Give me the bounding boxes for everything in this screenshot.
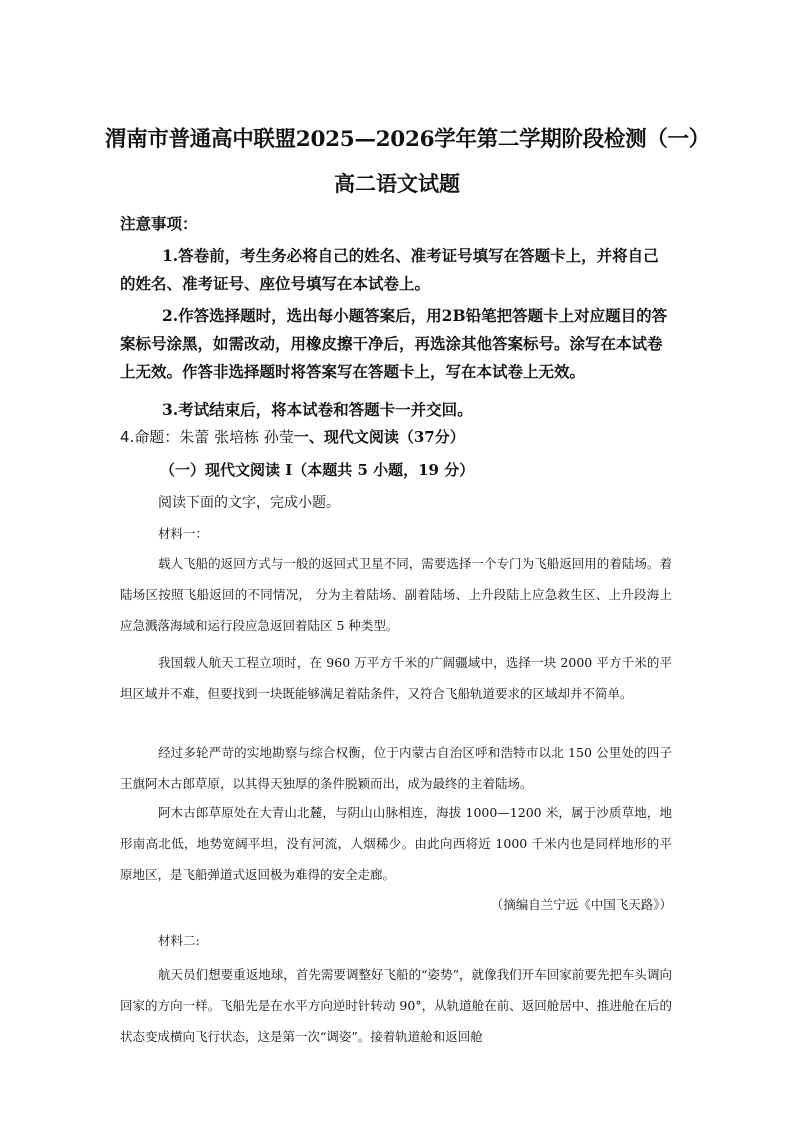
notice-item-2-text: 2.作答选择题时，选出每小题答案后，用2B铅笔把答题卡上对应题目的答案标号涂黑，如需改动，用橡皮擦干净后，再选涂其他答案标号。涂写在本试卷上无效。作答非选择题时将答案写在答题卡上，写在本试卷上无效。 <box>120 306 668 381</box>
authors-line <box>120 426 465 447</box>
notice-item-3 <box>120 396 670 424</box>
reading-instruction: 阅读下面的文字，完成小题。 <box>158 495 340 511</box>
material-2-label: 材料二: <box>158 933 200 948</box>
exam-subtitle: 高二语文试题 <box>334 171 460 196</box>
paragraph-text: 阿木古郎草原处在大青山北麓，与阴山山脉相连，海拔 1000—1200 米，属于沙质草地，地形南高北低，地势宽阔平坦，没有河流，人烟稀少。由此向西将近 1000 千米内也是同样地形的平原地区，是飞船弹道式返回极为难得的安全走廊。 <box>120 805 672 882</box>
section-heading: （一）现代文阅读 I（本题共 5 小题，19 分） <box>160 461 475 479</box>
paragraph-text: 航天员们想要重返地球，首先需要调整好飞船的“姿势”，就像我们开车回家前要先把车头调向回家的方向一样。飞船先是在水平方向逆时针转动 90°，从轨道舱在前、返回舱居中、推进舱在后的状态变成横向飞行状态，这是第一次“调姿”。接着轨道舱和返回舱 <box>120 967 672 1044</box>
material-1-paragraph <box>120 737 672 799</box>
material-1-paragraph <box>120 797 672 890</box>
notice-item-1-text: 1.答卷前，考生务必将自己的姓名、准考证号填写在答题卡上，并将自己的姓名、准考证号、座位号填写在本试卷上。 <box>120 246 659 293</box>
paragraph-text: 经过多轮严苛的实地勘察与综合权衡，位于内蒙古自治区呼和浩特市以北 150 公里处的四子王旗阿木古郎草原，以其得天独厚的条件脱颖而出，成为最终的主着陆场。 <box>120 745 672 791</box>
exam-title: 渭南市普通高中联盟2025—2026学年第二学期阶段检测（一） <box>105 127 710 152</box>
material-1-source: （摘编自兰宁远《中国飞天路》） <box>490 897 672 912</box>
paragraph-text: 载人飞船的返回方式与一般的返回式卫星不同，需要选择一个专门为飞船返回用的着陆场。着陆场区按照飞船返回的不同情况， 分为主着陆场、副着陆场、上升段陆上应急救生区、上升段海上应急溅落海域和运行段应急返回着陆区 5 种类型。 <box>120 556 672 633</box>
notice-item-3-text: 3.考试结束后，将本试卷和答题卡一并交回。 <box>162 400 473 419</box>
notice-item-1 <box>120 242 670 298</box>
part-heading: 一、现代文阅读（37分） <box>293 428 465 446</box>
material-1-label: 材料一： <box>158 526 209 541</box>
notice-heading: 注意事项： <box>120 214 198 233</box>
notice-item-2 <box>120 302 670 386</box>
paragraph-text: 我国载人航天工程立项时，在 960 万平方千米的广阔疆域中，选择一块 2000 平方千米的平坦区域并不难，但要找到一块既能够满足着陆条件，又符合飞船轨道要求的区域却并不简单。 <box>120 655 672 701</box>
material-1-paragraph <box>120 548 672 641</box>
material-1-paragraph <box>120 647 672 709</box>
material-2-paragraph <box>120 959 672 1052</box>
authors-text: 4.命题：朱蕾 张培栋 孙莹 <box>120 428 294 446</box>
